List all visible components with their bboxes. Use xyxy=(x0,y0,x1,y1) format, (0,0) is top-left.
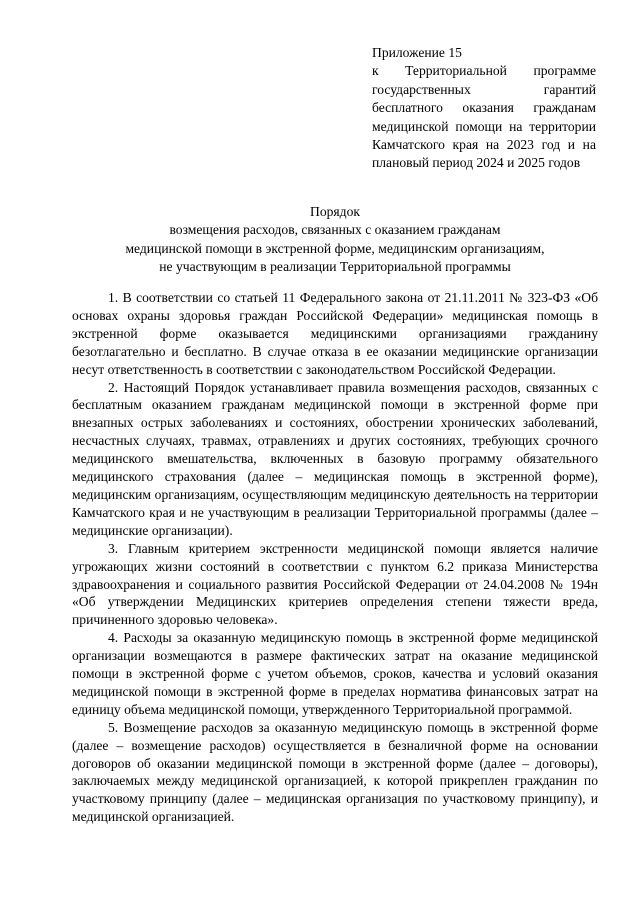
paragraph-4: 4. Расходы за оказанную медицинскую помощь в экстренной форме медицинской организации возмещаются в размере фактических затрат на оказание медицинской помощи в экстренной форме с учетом объемов, сроков, качества и условий оказания медицинской помощи в экстренной форме в пределах норматива финансовых затрат на единицу объема медицинской помощи, утвержденного Территориальной программой. xyxy=(72,630,598,717)
appendix-reference: к Территориальной программе государственных гарантий бесплатного оказания гражданам медицинской помощи на территории Камчатского края на 2023 год и на плановый период 2024 и 2025 годов xyxy=(372,63,596,171)
paragraph-1: 1. В соответствии со статьей 11 Федерального закона от 21.11.2011 № 323-ФЗ «Об основах охраны здоровья граждан Российской Федерации» медицинская помощь в экстренной форме оказывается медицинскими организациями гражданину безотлагательно и бесплатно. В случае отказа в ее оказании медицинские организации несут ответственность в соответствии с законодательством Российской Федерации. xyxy=(72,290,598,377)
title-line-1: возмещения расходов, связанных с оказанием гражданам xyxy=(169,222,501,238)
appendix-number: Приложение 15 xyxy=(372,45,462,60)
paragraph-3: 3. Главным критерием экстренности медицинской помощи является наличие угрожающих жизни состояний в соответствии с пунктом 6.2 приказа Министерства здравоохранения и социального развития Российской Федерации от 24.04.2008 № 194н «Об утверждении Медицинских критериев определения степени тяжести вреда, причиненного здоровью человека». xyxy=(72,540,598,628)
title-line-3: не участвующим в реализации Территориальной программы xyxy=(159,259,511,275)
title-heading: Порядок xyxy=(310,204,360,219)
document-title xyxy=(70,203,600,277)
paragraph-5: 5. Возмещение расходов за оказанную медицинскую помощь в экстренной форме (далее – возмещение расходов) осуществляется в безналичной форме на основании договоров об оказании медицинской помощи в экстренной форме (далее – договоры), заключаемых между медицинской организацией, к которой прикреплен гражданин по участковому принципу (далее – медицинская организация по участковому принципу), и медицинской организацией. xyxy=(72,719,598,825)
document-body xyxy=(72,289,598,826)
title-line-2: медицинской помощи в экстренной форме, медицинским организациям, xyxy=(125,240,545,256)
appendix-block xyxy=(372,44,596,173)
paragraph-2: 2. Настоящий Порядок устанавливает правила возмещения расходов, связанных с бесплатным оказанием гражданам медицинской помощи в экстренной форме при внезапных острых заболеваниях и состояниях, обострении хронических заболеваний, несчастных случаях, травмах, отравлениях и других состояниях, требующих срочного медицинского вмешательства, включенных в базовую программу обязательного медицинского страхования (далее – медицинская помощь в экстренной форме), медицинским организациям, осуществляющим медицинскую деятельность на территории Камчатского края и не участвующим в реализации Территориальной программы (далее – медицинские организации). xyxy=(72,379,598,538)
